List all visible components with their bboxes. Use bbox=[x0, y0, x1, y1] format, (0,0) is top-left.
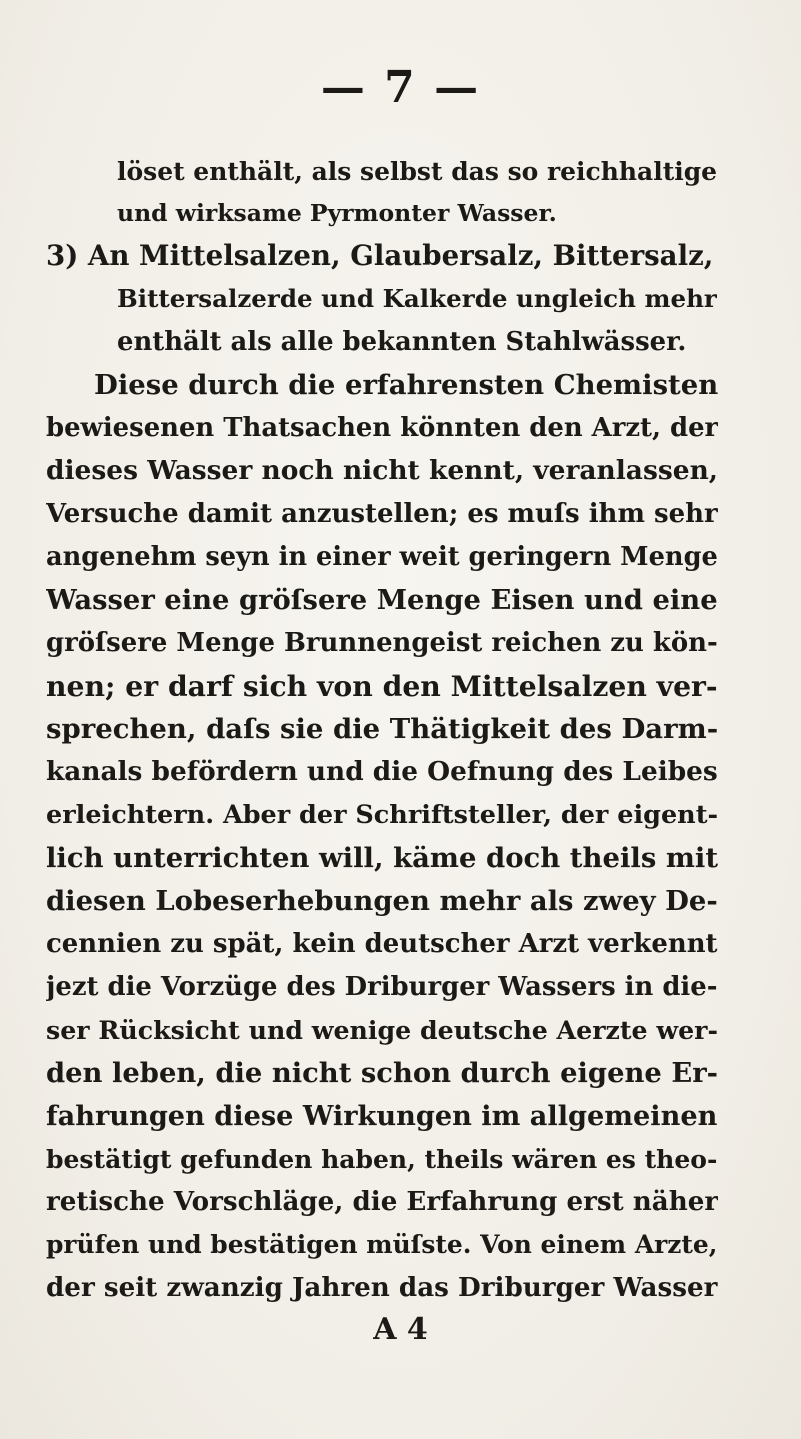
text-line-22: den leben, die nicht schon durch eigene Er- bbox=[46, 1057, 718, 1089]
text-line-15: kanals befördern und die Oefnung des Leibes bbox=[46, 756, 718, 787]
text-line-11: Wasser eine gröſsere Menge Eisen und eine bbox=[46, 584, 718, 616]
text-line-4: Bittersalzerde und Kalkerde ungleich mehr bbox=[117, 284, 717, 313]
text-line-18: diesen Lobeserhebungen mehr als zwey De- bbox=[46, 885, 718, 917]
text-line-13: nen; er darf sich von den Mittelsalzen ver- bbox=[46, 669, 718, 703]
text-line-24: bestätigt gefunden haben, theils wären es theo- bbox=[46, 1144, 718, 1174]
text-line-6: Diese durch die erfahrensten Chemisten bbox=[94, 369, 718, 401]
text-line-27: der seit zwanzig Jahren das Driburger Wasser bbox=[46, 1272, 718, 1303]
text-line-19: cennien zu spät, kein deutscher Arzt verkennt bbox=[46, 929, 718, 959]
text-line-26: prüfen und bestätigen müſste. Von einem Arzte, bbox=[46, 1230, 718, 1259]
text-line-1: löset enthält, als selbst das so reichhaltige bbox=[117, 157, 717, 186]
text-line-23: fahrungen diese Wirkungen im allgemeinen bbox=[46, 1100, 718, 1132]
text-line-20: jezt die Vorzüge des Driburger Wassers in die- bbox=[46, 972, 718, 1002]
text-line-25: retische Vorschläge, die Erfahrung erst näher bbox=[46, 1186, 718, 1217]
page-number: — 7 — bbox=[320, 62, 481, 113]
text-line-2: und wirksame Pyrmonter Wasser. bbox=[117, 199, 557, 227]
text-line-17: lich unterrichten will, käme doch theils mit bbox=[46, 842, 718, 874]
text-line-12: gröſsere Menge Brunnengeist reichen zu kön- bbox=[46, 628, 718, 658]
text-line-5: enthält als alle bekannten Stahlwässer. bbox=[117, 327, 687, 357]
text-line-14: sprechen, daſs sie die Thätigkeit des Darm- bbox=[46, 713, 718, 745]
text-line-10: angenehm seyn in einer weit geringern Menge bbox=[46, 542, 718, 572]
text-line-16: erleichtern. Aber der Schriftsteller, der eigent- bbox=[46, 800, 718, 830]
text-line-8: dieses Wasser noch nicht kennt, veranlassen, bbox=[46, 455, 718, 486]
text-line-21: ser Rücksicht und wenige deutsche Aerzte wer- bbox=[46, 1015, 718, 1045]
text-line-3: 3) An Mittelsalzen, Glaubersalz, Bittersalz, bbox=[46, 239, 714, 272]
signature-mark: A 4 bbox=[373, 1312, 428, 1347]
text-line-9: Versuche damit anzustellen; es muſs ihm sehr bbox=[46, 499, 718, 529]
text-line-7: bewiesenen Thatsachen könnten den Arzt, der bbox=[46, 413, 718, 443]
